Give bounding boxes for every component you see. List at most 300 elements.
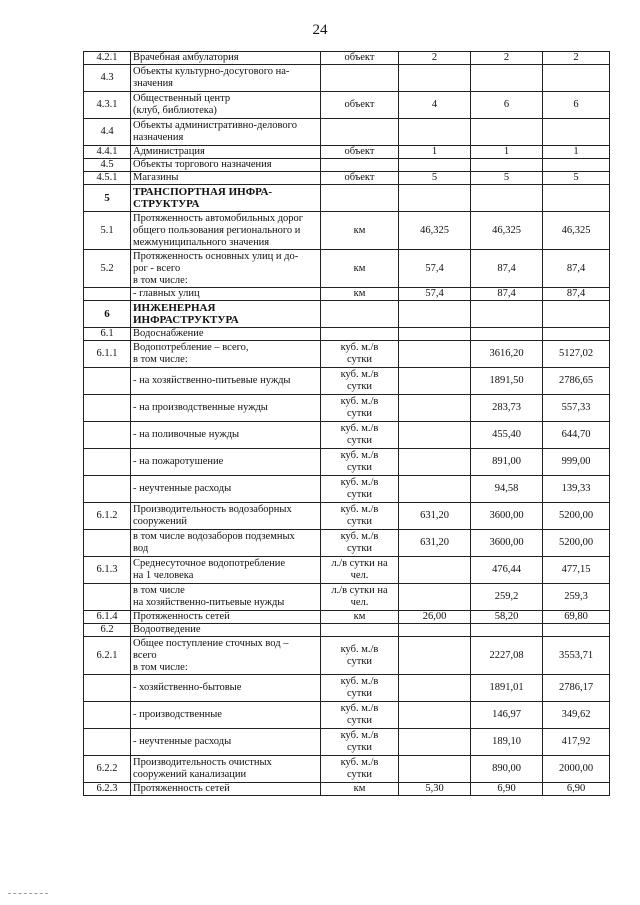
- table-row: [84, 756, 610, 783]
- table-row: [84, 52, 610, 65]
- table-row: [84, 185, 610, 212]
- unit-of-measure: [321, 503, 399, 530]
- row-number: [84, 288, 131, 301]
- indicator-name: [131, 783, 321, 796]
- value-estimated: 417,92: [543, 729, 610, 756]
- table-row: [84, 159, 610, 172]
- unit-line: куб. м./в: [340, 477, 379, 488]
- row-number: 4.2.1: [84, 52, 131, 65]
- table-row: [84, 449, 610, 476]
- value-estimated: [543, 624, 610, 637]
- value-first-stage: 890,00: [471, 756, 543, 783]
- indicator-name: [131, 624, 321, 637]
- unit-of-measure: [321, 395, 399, 422]
- indicator-name-line: - на производственные нужды: [133, 402, 268, 413]
- table-row: [84, 422, 610, 449]
- indicator-name-line: Производительность очистных: [133, 757, 272, 768]
- unit-line: л./в сутки на: [331, 585, 388, 596]
- unit-of-measure: [321, 637, 399, 675]
- unit-of-measure: [321, 476, 399, 503]
- table-row: [84, 675, 610, 702]
- indicator-name: [131, 530, 321, 557]
- value-current: 57,4: [399, 288, 471, 301]
- row-number: 6.1.4: [84, 611, 131, 624]
- value-first-stage: 5: [471, 172, 543, 185]
- indicator-name: [131, 611, 321, 624]
- value-current: 26,00: [399, 611, 471, 624]
- table-row: [84, 530, 610, 557]
- value-current: [399, 449, 471, 476]
- indicator-name-line: - на пожаротушение: [133, 456, 224, 467]
- value-current: [399, 702, 471, 729]
- value-current: 631,20: [399, 530, 471, 557]
- unit-line: куб. м./в: [340, 369, 379, 380]
- value-current: [399, 368, 471, 395]
- indicator-name-line: - на хозяйственно-питьевые нужды: [133, 375, 291, 386]
- value-estimated: 69,80: [543, 611, 610, 624]
- indicator-name: [131, 159, 321, 172]
- indicator-name: [131, 675, 321, 702]
- table-row: [84, 702, 610, 729]
- table-row: [84, 637, 610, 675]
- value-estimated: 2: [543, 52, 610, 65]
- value-first-stage: 476,44: [471, 557, 543, 584]
- table-row: [84, 341, 610, 368]
- value-first-stage: 6,90: [471, 783, 543, 796]
- unit-of-measure: [321, 584, 399, 611]
- indicator-name-line: Объекты культурно-досугового на-: [133, 66, 290, 77]
- unit-line: куб. м./в: [340, 531, 379, 542]
- unit-line: сутки: [346, 655, 373, 667]
- value-current: 2: [399, 52, 471, 65]
- table-row: [84, 584, 610, 611]
- unit-line: сутки: [346, 742, 373, 753]
- value-estimated: [543, 65, 610, 92]
- indicator-name: [131, 584, 321, 611]
- row-number: 6.2.2: [84, 756, 131, 783]
- indicator-name: [131, 557, 321, 584]
- value-estimated: 2000,00: [543, 756, 610, 783]
- row-number: [84, 422, 131, 449]
- value-current: 5,30: [399, 783, 471, 796]
- unit-of-measure: [321, 368, 399, 395]
- value-estimated: [543, 119, 610, 146]
- value-estimated: 2786,17: [543, 675, 610, 702]
- indicator-name: [131, 449, 321, 476]
- indicator-name-line: рог - всего: [133, 262, 181, 274]
- table-row: [84, 395, 610, 422]
- unit-of-measure: [321, 119, 399, 146]
- value-current: [399, 729, 471, 756]
- table-row: [84, 172, 610, 185]
- row-number: [84, 368, 131, 395]
- indicator-name-line: на хозяйственно-питьевые нужды: [133, 597, 285, 608]
- unit-of-measure: [321, 675, 399, 702]
- indicator-name: [131, 341, 321, 368]
- indicator-name: [131, 172, 321, 185]
- value-first-stage: 2: [471, 52, 543, 65]
- value-estimated: 6,90: [543, 783, 610, 796]
- indicator-name-line: в том числе водозаборов подземных: [133, 531, 295, 542]
- indicator-name-line: - неучтенные расходы: [133, 736, 232, 747]
- indicator-name-line: Протяженность автомобильных дорог: [133, 212, 304, 224]
- indicator-name: [131, 52, 321, 65]
- indicator-name: [131, 422, 321, 449]
- row-number: 4.5.1: [84, 172, 131, 185]
- indicator-name-line: - главных улиц: [133, 288, 200, 299]
- indicator-name-line: (клуб, библиотека): [133, 105, 217, 116]
- value-first-stage: [471, 119, 543, 146]
- row-number: [84, 449, 131, 476]
- table-row: [84, 476, 610, 503]
- value-current: [399, 675, 471, 702]
- unit-line: куб. м./в: [340, 676, 379, 687]
- indicator-name-line: Администрация: [133, 146, 205, 157]
- value-estimated: 999,00: [543, 449, 610, 476]
- unit-line: куб. м./в: [340, 643, 379, 655]
- value-estimated: 644,70: [543, 422, 610, 449]
- value-estimated: 87,4: [543, 250, 610, 288]
- value-first-stage: 87,4: [471, 288, 543, 301]
- value-current: [399, 328, 471, 341]
- row-number: 6.1: [84, 328, 131, 341]
- unit-line: сутки: [346, 462, 373, 473]
- indicator-name: [131, 185, 321, 212]
- unit-line: сутки: [346, 715, 373, 726]
- indicator-name: [131, 328, 321, 341]
- value-first-stage: 455,40: [471, 422, 543, 449]
- value-current: 4: [399, 92, 471, 119]
- indicator-name-line: ИНФРАСТРУКТУРА: [133, 314, 239, 326]
- value-first-stage: 6: [471, 92, 543, 119]
- value-current: [399, 756, 471, 783]
- unit-of-measure: [321, 185, 399, 212]
- row-number: 4.3.1: [84, 92, 131, 119]
- indicator-name: [131, 503, 321, 530]
- value-current: [399, 395, 471, 422]
- scan-artifact: [8, 893, 48, 895]
- unit-line: объект: [344, 172, 375, 183]
- value-estimated: 5200,00: [543, 530, 610, 557]
- indicator-name-line: ИНЖЕНЕРНАЯ: [133, 302, 216, 314]
- indicator-name: [131, 92, 321, 119]
- indicator-name-line: ТРАНСПОРТНАЯ ИНФРА-: [133, 186, 273, 198]
- unit-of-measure: [321, 756, 399, 783]
- indicator-name-line: в том числе:: [133, 661, 188, 673]
- value-estimated: [543, 328, 610, 341]
- unit-line: куб. м./в: [340, 342, 379, 353]
- table-row: [84, 119, 610, 146]
- indicator-name-line: Врачебная амбулатория: [133, 52, 239, 63]
- unit-of-measure: [321, 422, 399, 449]
- value-first-stage: 146,97: [471, 702, 543, 729]
- row-number: 4.4: [84, 119, 131, 146]
- indicator-name-line: Водоотведение: [133, 624, 201, 635]
- row-number: 4.3: [84, 65, 131, 92]
- indicator-name: [131, 729, 321, 756]
- unit-line: км: [353, 288, 366, 299]
- value-estimated: 46,325: [543, 212, 610, 250]
- row-number: [84, 584, 131, 611]
- row-number: 6.2.3: [84, 783, 131, 796]
- indicator-name: [131, 637, 321, 675]
- unit-of-measure: [321, 146, 399, 159]
- value-first-stage: 189,10: [471, 729, 543, 756]
- unit-of-measure: [321, 530, 399, 557]
- unit-line: объект: [344, 146, 375, 157]
- value-first-stage: 1891,50: [471, 368, 543, 395]
- value-first-stage: 3600,00: [471, 503, 543, 530]
- unit-line: км: [353, 262, 366, 274]
- indicator-name: [131, 119, 321, 146]
- indicator-name-line: Среднесуточное водопотребление: [133, 558, 286, 569]
- table-row: [84, 783, 610, 796]
- indicator-name-line: Магазины: [133, 172, 179, 183]
- table-row: [84, 557, 610, 584]
- value-first-stage: 94,58: [471, 476, 543, 503]
- indicator-name-line: - производственные: [133, 709, 222, 720]
- value-first-stage: 58,20: [471, 611, 543, 624]
- value-first-stage: 1891,01: [471, 675, 543, 702]
- indicator-name-line: назначения: [133, 132, 184, 143]
- value-estimated: 5127,02: [543, 341, 610, 368]
- indicator-name-line: Общее поступление сточных вод –: [133, 637, 289, 649]
- value-first-stage: 3600,00: [471, 530, 543, 557]
- value-first-stage: 2227,08: [471, 637, 543, 675]
- value-estimated: 477,15: [543, 557, 610, 584]
- value-first-stage: [471, 624, 543, 637]
- indicator-name: [131, 65, 321, 92]
- table-body: [84, 52, 610, 796]
- indicator-name-line: Объекты торгового назначения: [133, 159, 272, 170]
- value-first-stage: 1: [471, 146, 543, 159]
- value-estimated: [543, 185, 610, 212]
- value-current: [399, 624, 471, 637]
- row-number: [84, 476, 131, 503]
- indicator-name: [131, 301, 321, 328]
- table-row: [84, 611, 610, 624]
- value-current: [399, 637, 471, 675]
- indicator-name-line: в том числе: [133, 585, 185, 596]
- unit-line: куб. м./в: [340, 396, 379, 407]
- unit-line: чел.: [350, 570, 369, 581]
- row-number: 5.2: [84, 250, 131, 288]
- value-first-stage: 283,73: [471, 395, 543, 422]
- value-current: [399, 422, 471, 449]
- indicator-name: [131, 250, 321, 288]
- unit-line: объект: [344, 52, 375, 63]
- indicator-name-line: - хозяйственно-бытовые: [133, 682, 242, 693]
- value-first-stage: [471, 301, 543, 328]
- indicator-name-line: в том числе:: [133, 354, 188, 365]
- value-current: [399, 557, 471, 584]
- value-current: 5: [399, 172, 471, 185]
- indicator-name-line: СТРУКТУРА: [133, 198, 200, 210]
- value-current: [399, 159, 471, 172]
- unit-line: сутки: [346, 688, 373, 699]
- unit-of-measure: [321, 449, 399, 476]
- value-estimated: 5: [543, 172, 610, 185]
- value-first-stage: [471, 65, 543, 92]
- indicator-name-line: вод: [133, 543, 149, 554]
- unit-of-measure: [321, 250, 399, 288]
- unit-line: куб. м./в: [340, 757, 379, 768]
- value-estimated: 5200,00: [543, 503, 610, 530]
- value-current: [399, 301, 471, 328]
- indicator-name-line: значения: [133, 78, 174, 89]
- value-first-stage: 891,00: [471, 449, 543, 476]
- value-estimated: 2786,65: [543, 368, 610, 395]
- indicator-name-line: Общественный центр: [133, 93, 231, 104]
- unit-of-measure: [321, 65, 399, 92]
- unit-line: км: [353, 224, 366, 236]
- unit-line: км: [353, 783, 366, 794]
- table-row: [84, 92, 610, 119]
- indicator-name: [131, 146, 321, 159]
- value-estimated: [543, 159, 610, 172]
- table-row: [84, 288, 610, 301]
- value-current: [399, 185, 471, 212]
- value-estimated: 349,62: [543, 702, 610, 729]
- indicator-name-line: межмуниципального значения: [133, 236, 270, 248]
- table-row: [84, 503, 610, 530]
- value-estimated: 1: [543, 146, 610, 159]
- unit-of-measure: [321, 328, 399, 341]
- unit-line: куб. м./в: [340, 450, 379, 461]
- unit-line: куб. м./в: [340, 423, 379, 434]
- unit-line: л./в сутки на: [331, 558, 388, 569]
- indicator-name-line: - неучтенные расходы: [133, 483, 232, 494]
- row-number: 6.1.2: [84, 503, 131, 530]
- unit-line: сутки: [346, 435, 373, 446]
- row-number: [84, 395, 131, 422]
- unit-of-measure: [321, 341, 399, 368]
- unit-of-measure: [321, 288, 399, 301]
- indicator-name: [131, 212, 321, 250]
- value-estimated: [543, 301, 610, 328]
- unit-of-measure: [321, 172, 399, 185]
- value-estimated: 6: [543, 92, 610, 119]
- row-number: [84, 702, 131, 729]
- table-row: [84, 146, 610, 159]
- value-current: [399, 584, 471, 611]
- unit-of-measure: [321, 52, 399, 65]
- row-number: 5.1: [84, 212, 131, 250]
- indicator-name-line: Водопотребление – всего,: [133, 342, 249, 353]
- unit-of-measure: [321, 624, 399, 637]
- unit-of-measure: [321, 611, 399, 624]
- unit-line: сутки: [346, 381, 373, 392]
- value-estimated: 557,33: [543, 395, 610, 422]
- indicator-name-line: Объекты административно-делового: [133, 120, 297, 131]
- unit-of-measure: [321, 702, 399, 729]
- indicator-name-line: Производительность водозаборных: [133, 504, 292, 515]
- indicator-name-line: Протяженность сетей: [133, 783, 230, 794]
- value-first-stage: [471, 159, 543, 172]
- unit-line: сутки: [346, 408, 373, 419]
- unit-line: куб. м./в: [340, 730, 379, 741]
- row-number: [84, 530, 131, 557]
- row-number: 4.5: [84, 159, 131, 172]
- row-number: 4.4.1: [84, 146, 131, 159]
- table-row: [84, 212, 610, 250]
- row-number: 6: [84, 301, 131, 328]
- indicator-name: [131, 368, 321, 395]
- unit-line: куб. м./в: [340, 703, 379, 714]
- table-row: [84, 65, 610, 92]
- value-first-stage: 3616,20: [471, 341, 543, 368]
- unit-line: сутки: [346, 354, 373, 365]
- value-current: [399, 341, 471, 368]
- indicator-name: [131, 395, 321, 422]
- value-first-stage: [471, 328, 543, 341]
- indicator-name-line: всего: [133, 649, 157, 661]
- indicator-name: [131, 476, 321, 503]
- table-row: [84, 301, 610, 328]
- unit-of-measure: [321, 783, 399, 796]
- unit-of-measure: [321, 212, 399, 250]
- indicator-name-line: Протяженность основных улиц и до-: [133, 250, 299, 262]
- indicator-name: [131, 702, 321, 729]
- row-number: [84, 729, 131, 756]
- unit-of-measure: [321, 557, 399, 584]
- table-row: [84, 729, 610, 756]
- indicator-name-line: общего пользования регионального и: [133, 224, 301, 236]
- indicator-name-line: - на поливочные нужды: [133, 429, 240, 440]
- value-estimated: 3553,71: [543, 637, 610, 675]
- unit-of-measure: [321, 729, 399, 756]
- unit-of-measure: [321, 159, 399, 172]
- value-first-stage: 259,2: [471, 584, 543, 611]
- unit-line: сутки: [346, 516, 373, 527]
- row-number: 6.2: [84, 624, 131, 637]
- row-number: [84, 675, 131, 702]
- value-current: 46,325: [399, 212, 471, 250]
- value-first-stage: [471, 185, 543, 212]
- value-current: 1: [399, 146, 471, 159]
- indicator-name-line: сооружений канализации: [133, 769, 247, 780]
- value-first-stage: 46,325: [471, 212, 543, 250]
- unit-line: чел.: [350, 597, 369, 608]
- value-first-stage: 87,4: [471, 250, 543, 288]
- table-row: [84, 250, 610, 288]
- unit-of-measure: [321, 92, 399, 119]
- table-row: [84, 368, 610, 395]
- unit-line: сутки: [346, 489, 373, 500]
- value-current: [399, 476, 471, 503]
- table-row: [84, 624, 610, 637]
- table-row: [84, 328, 610, 341]
- value-estimated: 259,3: [543, 584, 610, 611]
- unit-line: куб. м./в: [340, 504, 379, 515]
- unit-line: сутки: [346, 769, 373, 780]
- page-number: 24: [312, 22, 328, 38]
- row-number: 6.1.1: [84, 341, 131, 368]
- indicator-name-line: сооружений: [133, 516, 188, 527]
- value-current: 57,4: [399, 250, 471, 288]
- unit-line: объект: [344, 99, 375, 110]
- row-number: 5: [84, 185, 131, 212]
- unit-line: сутки: [346, 543, 373, 554]
- unit-of-measure: [321, 301, 399, 328]
- value-estimated: 139,33: [543, 476, 610, 503]
- indicator-name-line: Протяженность сетей: [133, 611, 230, 622]
- indicator-name-line: Водоснабжение: [133, 328, 204, 339]
- row-number: 6.1.3: [84, 557, 131, 584]
- indicator-name-line: на 1 человека: [133, 570, 194, 581]
- indicator-name: [131, 756, 321, 783]
- row-number: 6.2.1: [84, 637, 131, 675]
